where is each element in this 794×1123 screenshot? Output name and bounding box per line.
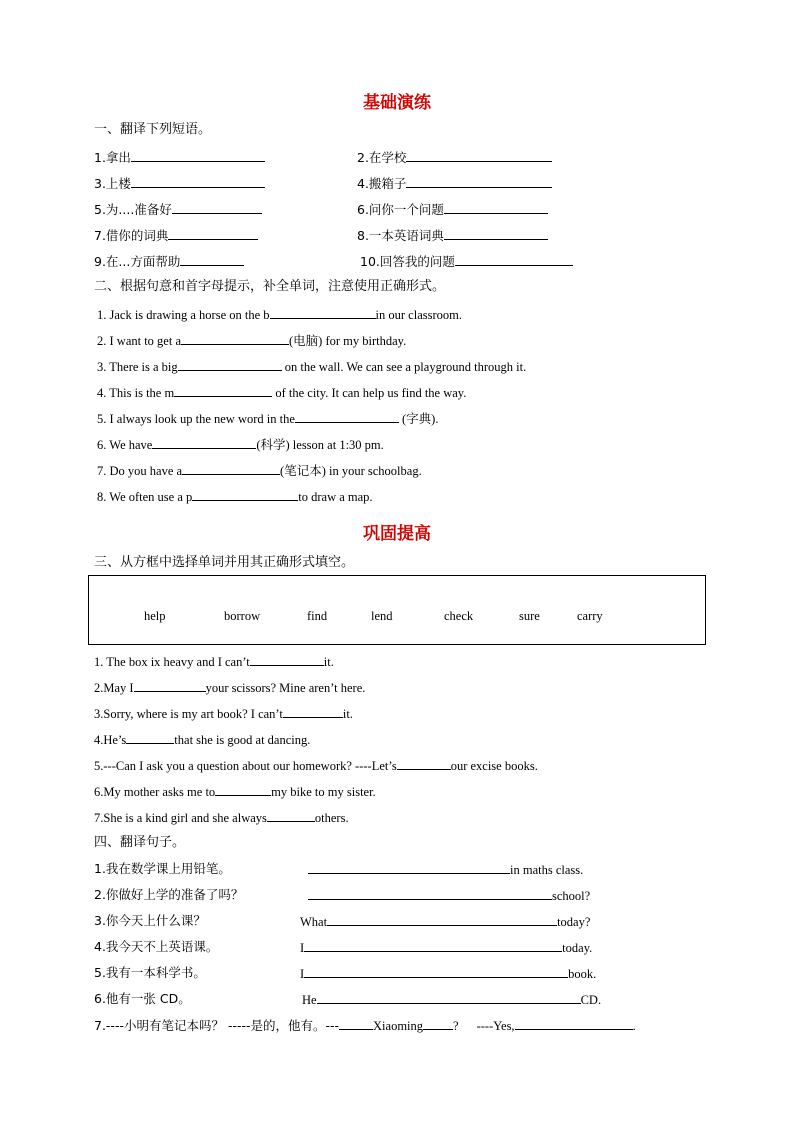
- answer-blank[interactable]: [270, 306, 376, 319]
- word-option: help: [144, 609, 166, 623]
- translate-item-dialog: 7.----小明有笔记本吗？ -----是的，他有。--- Xiaoming ? ----Yes, .: [94, 1018, 636, 1033]
- answer-blank[interactable]: [134, 679, 206, 692]
- answer-blank[interactable]: [172, 201, 262, 214]
- phrase-item: 9.在...方面帮助: [94, 253, 244, 270]
- word-option: borrow: [224, 609, 261, 623]
- translate-item-en: school?: [308, 887, 590, 904]
- word-option: lend: [371, 609, 393, 623]
- translate-item-cn: 6.他有一张 CD。: [94, 991, 191, 1006]
- phrase-item: 10.回答我的问题: [360, 253, 573, 270]
- sentence-item: 5. I always look up the new word in the (字典).: [97, 412, 439, 426]
- section2-title: 二、根据句意和首字母提示，补全单词，注意使用正确形式。: [94, 279, 446, 294]
- answer-blank[interactable]: [152, 436, 256, 449]
- phrase-item: 4.搬箱子: [357, 175, 552, 192]
- sentence-item: 8. We often use a p to draw a map.: [97, 490, 373, 504]
- translate-item-en: in maths class.: [308, 861, 583, 878]
- phrase-item: 7.借你的词典: [94, 227, 258, 244]
- phrase-item: 5.为....准备好: [94, 201, 262, 218]
- answer-blank[interactable]: [308, 887, 552, 900]
- answer-blank[interactable]: [444, 201, 548, 214]
- translate-item-en: I book.: [300, 967, 597, 981]
- answer-blank[interactable]: [174, 384, 272, 397]
- answer-blank[interactable]: [406, 175, 552, 188]
- answer-blank[interactable]: [304, 965, 568, 978]
- heading-basic: 基础演练: [363, 93, 431, 113]
- answer-blank[interactable]: [126, 731, 174, 744]
- phrase-item: 8.一本英语词典: [357, 227, 548, 244]
- phrase-item: 6.问你一个问题: [357, 201, 548, 218]
- word-option: sure: [519, 609, 540, 623]
- section3-title: 三、从方框中选择单词并用其正确形式填空。: [94, 555, 355, 570]
- translate-item-en: He CD.: [302, 993, 602, 1007]
- answer-blank[interactable]: [295, 410, 399, 423]
- answer-blank[interactable]: [444, 227, 548, 240]
- word-option: carry: [577, 609, 603, 623]
- sentence-item: 5.---Can I ask you a question about our homework? ----Let’s our excise books.: [94, 759, 538, 773]
- phrase-item: 1.拿出: [94, 149, 265, 166]
- answer-blank[interactable]: [178, 358, 282, 371]
- answer-blank[interactable]: [455, 253, 573, 266]
- word-option: find: [307, 609, 328, 623]
- answer-blank[interactable]: [515, 1017, 633, 1030]
- translate-item-en: What today?: [300, 915, 591, 929]
- word-option: check: [444, 609, 474, 623]
- sentence-item: 2.May I your scissors? Mine aren’t here.: [94, 681, 366, 695]
- sentence-item: 4. This is the m of the city. It can help us find the way.: [97, 386, 467, 400]
- sentence-item: 3.Sorry, where is my art book? I can’t it.: [94, 707, 353, 721]
- answer-blank[interactable]: [182, 462, 280, 475]
- answer-blank[interactable]: [192, 488, 298, 501]
- answer-blank[interactable]: [131, 149, 265, 162]
- translate-item-cn: 1.我在数学课上用铅笔。: [94, 861, 231, 876]
- sentence-item: 6.My mother asks me to my bike to my sister.: [94, 785, 376, 799]
- section4-title: 四、翻译句子。: [94, 835, 186, 850]
- answer-blank[interactable]: [406, 149, 552, 162]
- answer-blank[interactable]: [327, 913, 557, 926]
- answer-blank[interactable]: [304, 939, 562, 952]
- sentence-item: 1. The box ix heavy and I can’t it.: [94, 655, 334, 669]
- answer-blank[interactable]: [283, 705, 343, 718]
- section1-title: 一、翻译下列短语。: [94, 122, 212, 137]
- word-box: [88, 575, 706, 645]
- answer-blank[interactable]: [397, 757, 451, 770]
- answer-blank[interactable]: [339, 1017, 373, 1030]
- answer-blank[interactable]: [308, 861, 510, 874]
- answer-blank[interactable]: [423, 1017, 453, 1030]
- answer-blank[interactable]: [317, 991, 581, 1004]
- answer-blank[interactable]: [131, 175, 265, 188]
- sentence-item: 1. Jack is drawing a horse on the b in our classroom.: [97, 308, 462, 322]
- sentence-item: 4.He’s that she is good at dancing.: [94, 733, 311, 747]
- heading-improve: 巩固提高: [363, 524, 431, 544]
- sentence-item: 7.She is a kind girl and she always others.: [94, 811, 349, 825]
- sentence-item: 7. Do you have a (笔记本) in your schoolbag.: [97, 464, 422, 478]
- phrase-item: 2.在学校: [357, 149, 552, 166]
- phrase-item: 3.上楼: [94, 175, 265, 192]
- translate-item-en: I today.: [300, 941, 593, 955]
- answer-blank[interactable]: [181, 332, 289, 345]
- sentence-item: 6. We have (科学) lesson at 1:30 pm.: [97, 438, 384, 452]
- answer-blank[interactable]: [267, 809, 315, 822]
- answer-blank[interactable]: [215, 783, 271, 796]
- translate-item-cn: 3.你今天上什么课？: [94, 913, 206, 928]
- answer-blank[interactable]: [168, 227, 258, 240]
- sentence-item: 3. There is a big on the wall. We can see a playground through it.: [97, 360, 527, 374]
- translate-item-cn: 5.我有一本科学书。: [94, 965, 206, 980]
- sentence-item: 2. I want to get a (电脑) for my birthday.: [97, 334, 407, 348]
- answer-blank[interactable]: [250, 653, 324, 666]
- answer-blank[interactable]: [180, 253, 244, 266]
- translate-item-cn: 4.我今天不上英语课。: [94, 939, 219, 954]
- translate-item-cn: 2.你做好上学的准备了吗？: [94, 887, 244, 902]
